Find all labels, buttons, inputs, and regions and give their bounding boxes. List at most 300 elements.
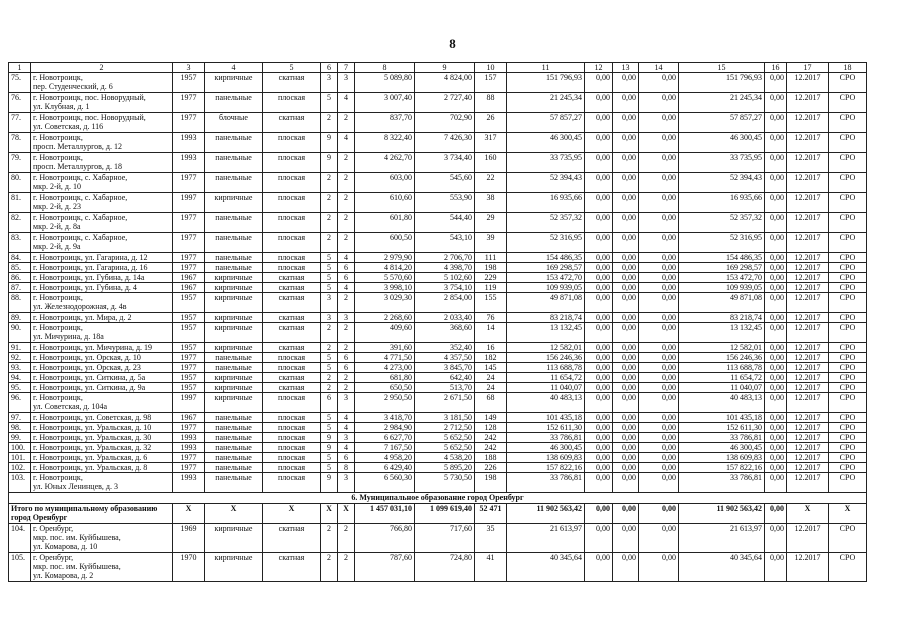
cell-col-4: панельные: [205, 413, 263, 423]
cell-col-18: СРО: [829, 73, 867, 93]
cell-col-7: 3: [338, 393, 355, 413]
cell-col-6: 5: [321, 453, 338, 463]
cell-col-10: 145: [475, 363, 507, 373]
cell-col-3: 1977: [173, 263, 205, 273]
table-row: [9, 433, 867, 443]
cell-col-14: 0,00: [639, 443, 679, 453]
address-cell: [31, 283, 173, 293]
cell-col-12: 0,00: [585, 323, 613, 343]
cell-col-4: панельные: [205, 173, 263, 193]
cell-col-18: СРО: [829, 393, 867, 413]
cell-col-7: 2: [338, 553, 355, 582]
cell-col-9: 2 727,40: [415, 93, 475, 113]
cell-col-18: СРО: [829, 193, 867, 213]
cell-col-16: 0,00: [765, 73, 787, 93]
cell-col-12: 0,00: [585, 133, 613, 153]
address-line: мкр. 2-й, д. 23: [33, 202, 81, 211]
cell-col-7: 4: [338, 423, 355, 433]
cell-col-11: 52 357,32: [507, 213, 585, 233]
cell-col-1: 100.: [9, 443, 31, 453]
cell-col-3: 1970: [173, 553, 205, 582]
cell-col-16: 0,00: [765, 553, 787, 582]
total-c18: X: [829, 504, 867, 524]
cell-col-9: 544,40: [415, 213, 475, 233]
cell-col-9: 642,40: [415, 373, 475, 383]
cell-col-15: 152 611,30: [679, 423, 765, 433]
table-row: [9, 133, 867, 153]
cell-col-9: 5 730,50: [415, 473, 475, 493]
cell-col-3: 1969: [173, 524, 205, 553]
cell-col-1: 95.: [9, 383, 31, 393]
cell-col-15: 156 246,36: [679, 353, 765, 363]
cell-col-4: кирпичные: [205, 553, 263, 582]
cell-col-13: 0,00: [613, 433, 639, 443]
cell-col-14: 0,00: [639, 453, 679, 463]
cell-col-15: 154 486,35: [679, 253, 765, 263]
cell-col-3: 1957: [173, 343, 205, 353]
total-c5: X: [263, 504, 321, 524]
cell-col-4: кирпичные: [205, 293, 263, 313]
cell-col-3: 1997: [173, 193, 205, 213]
cell-col-11: 52 316,95: [507, 233, 585, 253]
cell-col-11: 11 654,72: [507, 373, 585, 383]
cell-col-4: панельные: [205, 233, 263, 253]
cell-col-12: 0,00: [585, 173, 613, 193]
cell-col-13: 0,00: [613, 363, 639, 373]
cell-col-12: 0,00: [585, 553, 613, 582]
cell-col-15: 113 688,78: [679, 363, 765, 373]
cell-col-14: 0,00: [639, 233, 679, 253]
cell-col-16: 0,00: [765, 413, 787, 423]
address-line: ул. Комарова, д. 2: [33, 571, 94, 580]
cell-col-14: 0,00: [639, 133, 679, 153]
column-number-6: 6: [321, 63, 338, 73]
cell-col-18: СРО: [829, 463, 867, 473]
cell-col-14: 0,00: [639, 173, 679, 193]
cell-col-6: 5: [321, 413, 338, 423]
cell-col-16: 0,00: [765, 323, 787, 343]
cell-col-7: 6: [338, 263, 355, 273]
cell-col-8: 2 984,90: [355, 423, 415, 433]
cell-col-16: 0,00: [765, 133, 787, 153]
housing-register-table: [8, 62, 867, 582]
cell-col-15: 52 316,95: [679, 233, 765, 253]
cell-col-15: 46 300,45: [679, 133, 765, 153]
cell-col-1: 80.: [9, 173, 31, 193]
cell-col-15: 157 822,16: [679, 463, 765, 473]
total-c4: X: [205, 504, 263, 524]
cell-col-10: 149: [475, 413, 507, 423]
cell-col-3: 1977: [173, 113, 205, 133]
cell-col-6: 2: [321, 553, 338, 582]
cell-col-10: 29: [475, 213, 507, 233]
cell-col-1: 79.: [9, 153, 31, 173]
cell-col-17: 12.2017: [787, 153, 829, 173]
cell-col-17: 12.2017: [787, 113, 829, 133]
cell-col-12: 0,00: [585, 463, 613, 473]
cell-col-16: 0,00: [765, 283, 787, 293]
cell-col-3: 1993: [173, 473, 205, 493]
address-line: мкр. 2-й, д. 8а: [33, 222, 81, 231]
cell-col-16: 0,00: [765, 213, 787, 233]
table-row: [9, 463, 867, 473]
column-number-5: 5: [263, 63, 321, 73]
address-line: г. Новотроицк, пос. Новорудный,: [33, 113, 146, 122]
cell-col-16: 0,00: [765, 343, 787, 353]
cell-col-17: 12.2017: [787, 73, 829, 93]
cell-col-6: 9: [321, 133, 338, 153]
cell-col-1: 91.: [9, 343, 31, 353]
cell-col-11: 40 345,64: [507, 553, 585, 582]
cell-col-7: 6: [338, 353, 355, 363]
cell-col-18: СРО: [829, 233, 867, 253]
cell-col-3: 1977: [173, 453, 205, 463]
table-row: [9, 323, 867, 343]
address-line: ул. Комарова, д. 10: [33, 542, 98, 551]
cell-col-10: 76: [475, 313, 507, 323]
cell-col-15: 40 483,13: [679, 393, 765, 413]
cell-col-9: 2 706,70: [415, 253, 475, 263]
cell-col-7: 3: [338, 73, 355, 93]
cell-col-10: 111: [475, 253, 507, 263]
cell-col-14: 0,00: [639, 383, 679, 393]
cell-col-17: 12.2017: [787, 93, 829, 113]
cell-col-18: СРО: [829, 293, 867, 313]
cell-col-3: 1977: [173, 173, 205, 193]
cell-col-10: 182: [475, 353, 507, 363]
cell-col-10: 226: [475, 463, 507, 473]
cell-col-8: 4 771,50: [355, 353, 415, 363]
cell-col-5: плоская: [263, 413, 321, 423]
column-number-3: 3: [173, 63, 205, 73]
cell-col-5: плоская: [263, 423, 321, 433]
cell-col-4: кирпичные: [205, 383, 263, 393]
address-line: г. Новотроицк, ул. Уральская, д. 6: [33, 453, 148, 462]
cell-col-5: скатная: [263, 553, 321, 582]
cell-col-7: 4: [338, 93, 355, 113]
cell-col-10: 157: [475, 73, 507, 93]
cell-col-17: 12.2017: [787, 383, 829, 393]
cell-col-15: 169 298,57: [679, 263, 765, 273]
cell-col-16: 0,00: [765, 313, 787, 323]
cell-col-4: панельные: [205, 453, 263, 463]
address-cell: [31, 393, 173, 413]
cell-col-11: 154 486,35: [507, 253, 585, 263]
cell-col-5: скатная: [263, 293, 321, 313]
cell-col-4: панельные: [205, 463, 263, 473]
cell-col-8: 837,70: [355, 113, 415, 133]
cell-col-12: 0,00: [585, 283, 613, 293]
cell-col-1: 87.: [9, 283, 31, 293]
cell-col-4: кирпичные: [205, 193, 263, 213]
table-row: [9, 343, 867, 353]
cell-col-5: скатная: [263, 283, 321, 293]
total-c7: X: [338, 504, 355, 524]
cell-col-17: 12.2017: [787, 363, 829, 373]
cell-col-7: 6: [338, 273, 355, 283]
cell-col-13: 0,00: [613, 173, 639, 193]
cell-col-18: СРО: [829, 313, 867, 323]
cell-col-13: 0,00: [613, 353, 639, 363]
cell-col-1: 82.: [9, 213, 31, 233]
cell-col-4: кирпичные: [205, 343, 263, 353]
cell-col-1: 92.: [9, 353, 31, 363]
cell-col-6: 2: [321, 323, 338, 343]
cell-col-17: 12.2017: [787, 463, 829, 473]
table-row: [9, 393, 867, 413]
column-number-7: 7: [338, 63, 355, 73]
table-row: [9, 423, 867, 433]
table-row: [9, 173, 867, 193]
cell-col-9: 513,70: [415, 383, 475, 393]
cell-col-8: 409,60: [355, 323, 415, 343]
cell-col-8: 2 979,90: [355, 253, 415, 263]
column-number-9: 9: [415, 63, 475, 73]
address-line: г. Новотроицк, ул. Орская, д. 23: [33, 363, 141, 372]
cell-col-4: панельные: [205, 423, 263, 433]
cell-col-10: 155: [475, 293, 507, 313]
total-c11: 11 902 563,42: [507, 504, 585, 524]
table-row: [9, 213, 867, 233]
table-row: [9, 413, 867, 423]
cell-col-5: плоская: [263, 253, 321, 263]
cell-col-11: 156 246,36: [507, 353, 585, 363]
cell-col-5: плоская: [263, 453, 321, 463]
cell-col-11: 151 796,93: [507, 73, 585, 93]
total-c3: X: [173, 504, 205, 524]
total-c9: 1 099 619,40: [415, 504, 475, 524]
table-row: [9, 113, 867, 133]
address-cell: [31, 553, 173, 582]
cell-col-3: 1967: [173, 413, 205, 423]
cell-col-9: 3 845,70: [415, 363, 475, 373]
cell-col-13: 0,00: [613, 323, 639, 343]
cell-col-6: 5: [321, 93, 338, 113]
cell-col-4: кирпичные: [205, 393, 263, 413]
cell-col-18: СРО: [829, 473, 867, 493]
cell-col-13: 0,00: [613, 213, 639, 233]
cell-col-7: 2: [338, 113, 355, 133]
cell-col-12: 0,00: [585, 293, 613, 313]
cell-col-4: кирпичные: [205, 283, 263, 293]
cell-col-13: 0,00: [613, 413, 639, 423]
address-cell: [31, 253, 173, 263]
cell-col-3: 1957: [173, 293, 205, 313]
cell-col-15: 52 394,43: [679, 173, 765, 193]
cell-col-13: 0,00: [613, 283, 639, 293]
section-title: 6. Муниципальное образование город Оренбург: [9, 493, 867, 504]
cell-col-14: 0,00: [639, 93, 679, 113]
address-line: г. Новотроицк, с. Хабарное,: [33, 213, 128, 222]
cell-col-3: 1957: [173, 73, 205, 93]
cell-col-14: 0,00: [639, 393, 679, 413]
address-cell: [31, 213, 173, 233]
address-cell: [31, 173, 173, 193]
cell-col-8: 4 273,00: [355, 363, 415, 373]
address-line: г. Новотроицк, ул. Уральская, д. 32: [33, 443, 152, 452]
cell-col-17: 12.2017: [787, 213, 829, 233]
cell-col-4: панельные: [205, 263, 263, 273]
cell-col-15: 83 218,74: [679, 313, 765, 323]
cell-col-4: панельные: [205, 473, 263, 493]
cell-col-6: 2: [321, 173, 338, 193]
cell-col-13: 0,00: [613, 113, 639, 133]
cell-col-11: 21 245,34: [507, 93, 585, 113]
cell-col-17: 12.2017: [787, 453, 829, 463]
cell-col-10: 22: [475, 173, 507, 193]
cell-col-10: 198: [475, 263, 507, 273]
cell-col-14: 0,00: [639, 363, 679, 373]
cell-col-13: 0,00: [613, 373, 639, 383]
address-line: г. Новотроицк, с. Хабарное,: [33, 173, 128, 182]
cell-col-13: 0,00: [613, 153, 639, 173]
cell-col-16: 0,00: [765, 233, 787, 253]
cell-col-11: 40 483,13: [507, 393, 585, 413]
cell-col-9: 543,10: [415, 233, 475, 253]
cell-col-17: 12.2017: [787, 263, 829, 273]
cell-col-10: 68: [475, 393, 507, 413]
cell-col-12: 0,00: [585, 113, 613, 133]
cell-col-8: 650,50: [355, 383, 415, 393]
address-cell: [31, 413, 173, 423]
cell-col-17: 12.2017: [787, 233, 829, 253]
cell-col-12: 0,00: [585, 443, 613, 453]
cell-col-11: 169 298,57: [507, 263, 585, 273]
cell-col-5: скатная: [263, 383, 321, 393]
address-cell: [31, 343, 173, 353]
cell-col-11: 13 132,45: [507, 323, 585, 343]
column-number-8: 8: [355, 63, 415, 73]
cell-col-1: 78.: [9, 133, 31, 153]
column-number-14: 14: [639, 63, 679, 73]
cell-col-10: 39: [475, 233, 507, 253]
cell-col-5: скатная: [263, 373, 321, 383]
cell-col-4: кирпичные: [205, 73, 263, 93]
address-cell: [31, 263, 173, 273]
cell-col-6: 9: [321, 443, 338, 453]
cell-col-12: 0,00: [585, 253, 613, 263]
cell-col-17: 12.2017: [787, 524, 829, 553]
cell-col-12: 0,00: [585, 393, 613, 413]
cell-col-3: 1993: [173, 153, 205, 173]
cell-col-13: 0,00: [613, 193, 639, 213]
cell-col-9: 368,60: [415, 323, 475, 343]
cell-col-8: 600,50: [355, 233, 415, 253]
cell-col-3: 1967: [173, 273, 205, 283]
cell-col-18: СРО: [829, 433, 867, 443]
address-line: просп. Металлургов, д. 12: [33, 142, 122, 151]
cell-col-8: 4 262,70: [355, 153, 415, 173]
cell-col-16: 0,00: [765, 393, 787, 413]
address-cell: [31, 453, 173, 463]
cell-col-5: скатная: [263, 273, 321, 283]
cell-col-11: 152 611,30: [507, 423, 585, 433]
table-row: [9, 553, 867, 582]
cell-col-4: кирпичные: [205, 313, 263, 323]
cell-col-14: 0,00: [639, 343, 679, 353]
cell-col-15: 11 654,72: [679, 373, 765, 383]
cell-col-14: 0,00: [639, 73, 679, 93]
table-row: [9, 153, 867, 173]
cell-col-8: 6 627,70: [355, 433, 415, 443]
cell-col-10: 188: [475, 453, 507, 463]
cell-col-16: 0,00: [765, 423, 787, 433]
cell-col-3: 1977: [173, 93, 205, 113]
address-line: г. Новотроицк, ул. Мичурина, д. 19: [33, 343, 153, 352]
cell-col-14: 0,00: [639, 263, 679, 273]
cell-col-14: 0,00: [639, 193, 679, 213]
cell-col-14: 0,00: [639, 213, 679, 233]
cell-col-4: панельные: [205, 443, 263, 453]
cell-col-3: 1977: [173, 353, 205, 363]
cell-col-9: 4 824,00: [415, 73, 475, 93]
column-number-10: 10: [475, 63, 507, 73]
cell-col-6: 2: [321, 343, 338, 353]
cell-col-12: 0,00: [585, 353, 613, 363]
cell-col-14: 0,00: [639, 463, 679, 473]
cell-col-1: 83.: [9, 233, 31, 253]
cell-col-1: 85.: [9, 263, 31, 273]
cell-col-5: плоская: [263, 263, 321, 273]
cell-col-8: 787,60: [355, 553, 415, 582]
table-row: [9, 253, 867, 263]
cell-col-10: 38: [475, 193, 507, 213]
address-line: г. Оренбург,: [33, 524, 74, 533]
cell-col-7: 6: [338, 453, 355, 463]
cell-col-14: 0,00: [639, 423, 679, 433]
address-line: г. Новотроицк, ул. Уральская, д. 30: [33, 433, 152, 442]
address-line: г. Новотроицк, ул. Орская, д. 10: [33, 353, 141, 362]
column-number-row: [9, 63, 867, 73]
column-number-15: 15: [679, 63, 765, 73]
cell-col-5: плоская: [263, 133, 321, 153]
cell-col-17: 12.2017: [787, 473, 829, 493]
address-cell: [31, 433, 173, 443]
cell-col-3: 1993: [173, 443, 205, 453]
cell-col-1: 105.: [9, 553, 31, 582]
cell-col-10: 242: [475, 443, 507, 453]
cell-col-9: 2 712,50: [415, 423, 475, 433]
cell-col-13: 0,00: [613, 313, 639, 323]
address-line: г. Новотроицк, ул. Губина, д. 4: [33, 283, 137, 292]
cell-col-7: 2: [338, 193, 355, 213]
table-row: [9, 373, 867, 383]
address-cell: [31, 133, 173, 153]
cell-col-5: плоская: [263, 353, 321, 363]
cell-col-13: 0,00: [613, 263, 639, 273]
cell-col-15: 33 786,81: [679, 473, 765, 493]
cell-col-13: 0,00: [613, 253, 639, 263]
cell-col-16: 0,00: [765, 293, 787, 313]
cell-col-7: 2: [338, 213, 355, 233]
cell-col-7: 2: [338, 383, 355, 393]
cell-col-12: 0,00: [585, 263, 613, 273]
cell-col-6: 5: [321, 363, 338, 373]
cell-col-6: 3: [321, 293, 338, 313]
cell-col-10: 88: [475, 93, 507, 113]
address-line: г. Новотроицк,: [33, 393, 83, 402]
cell-col-11: 57 857,27: [507, 113, 585, 133]
cell-col-4: панельные: [205, 133, 263, 153]
cell-col-11: 83 218,74: [507, 313, 585, 323]
cell-col-8: 7 167,50: [355, 443, 415, 453]
table-row: [9, 473, 867, 493]
cell-col-1: 90.: [9, 323, 31, 343]
cell-col-12: 0,00: [585, 473, 613, 493]
cell-col-5: плоская: [263, 153, 321, 173]
section-header-row: [9, 493, 867, 504]
table-row: [9, 233, 867, 253]
